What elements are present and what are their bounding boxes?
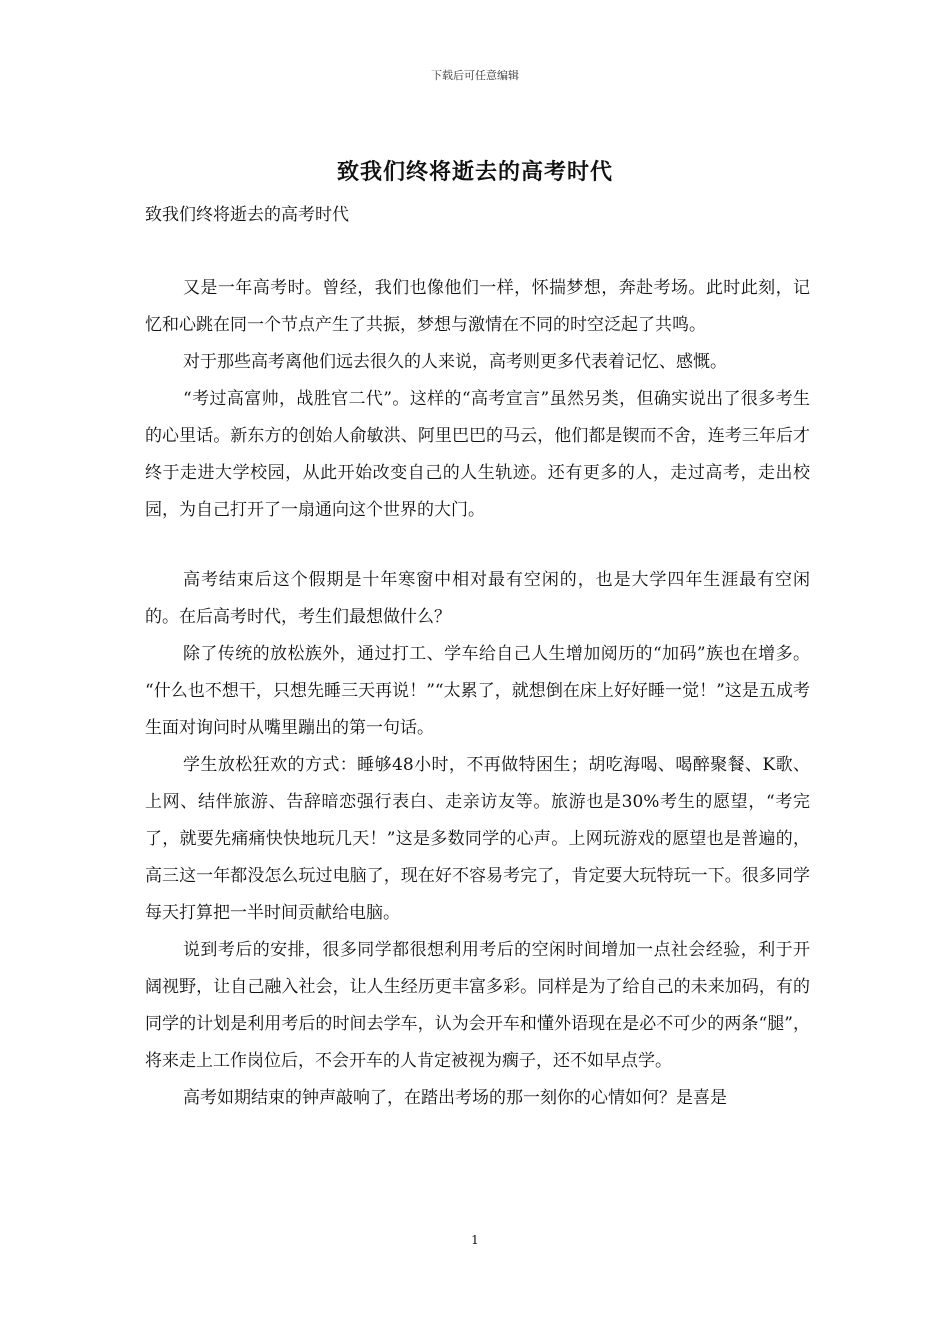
paragraph: “考过高富帅，战胜官二代”。这样的“高考宣言”虽然另类，但确实说出了很多考生的心里话。新东方的创始人俞敏洪、阿里巴巴的马云，他们都是锲而不舍，连考三年后才终于走进大学校园，从此开始改变自己的人生轨迹。还有更多的人，走过高考，走出校园，为自己打开了一扇通向这个世界的大门。 <box>145 389 810 520</box>
paragraph: 高考结束后这个假期是十年寒窗中相对最有空闲的，也是大学四年生涯最有空闲的。在后高考时代，考生们最想做什么？ <box>145 570 810 627</box>
header-note: 下载后可任意编辑 <box>431 69 519 82</box>
document-body <box>145 270 810 1117</box>
paragraph: 除了传统的放松族外，通过打工、学车给自己人生增加阅历的“加码”族也在增多。 “什么也不想干，只想先睡三天再说！”“太累了，就想倒在床上好好睡一觉！”这是五成考生面对询问时从嘴里蹦出的第一句话。 <box>145 644 810 738</box>
document-subtitle: 致我们终将逝去的高考时代 <box>145 205 349 225</box>
document-title: 致我们终将逝去的高考时代 <box>336 159 613 185</box>
paragraph: 说到考后的安排，很多同学都很想利用考后的空闲时间增加一点社会经验，利于开阔视野，让自己融入社会，让人生经历更丰富多彩。同样是为了给自己的未来加码，有的同学的计划是利用考后的时间去学车，认为会开车和懂外语现在是必不可少的两条“腿”，将来走上工作岗位后，不会开车的人肯定被视为瘸子，还不如早点学。 <box>145 940 810 1071</box>
page-number: 1 <box>471 1233 479 1247</box>
paragraph: 学生放松狂欢的方式：睡够48小时，不再做特困生；胡吃海喝、喝醉聚餐、K歌、上网、结伴旅游、告辞暗恋强行表白、走亲访友等。旅游也是30%考生的愿望，“考完了，就要先痛痛快快地玩几天！”这是多数同学的心声。上网玩游戏的愿望也是普遍的，高三这一年都没怎么玩过电脑了，现在好不容易考完了，肯定要大玩特玩一下。很多同学每天打算把一半时间贡献给电脑。 <box>145 755 810 923</box>
paragraph: 又是一年高考时。曾经，我们也像他们一样，怀揣梦想，奔赴考场。此时此刻，记忆和心跳在同一个节点产生了共振，梦想与激情在不同的时空泛起了共鸣。 <box>145 278 810 335</box>
paragraph: 高考如期结束的钟声敲响了，在踏出考场的那一刻你的心情如何？是喜是 <box>183 1088 727 1108</box>
paragraph: 对于那些高考离他们远去很久的人来说，高考则更多代表着记忆、感慨。 <box>183 352 727 372</box>
